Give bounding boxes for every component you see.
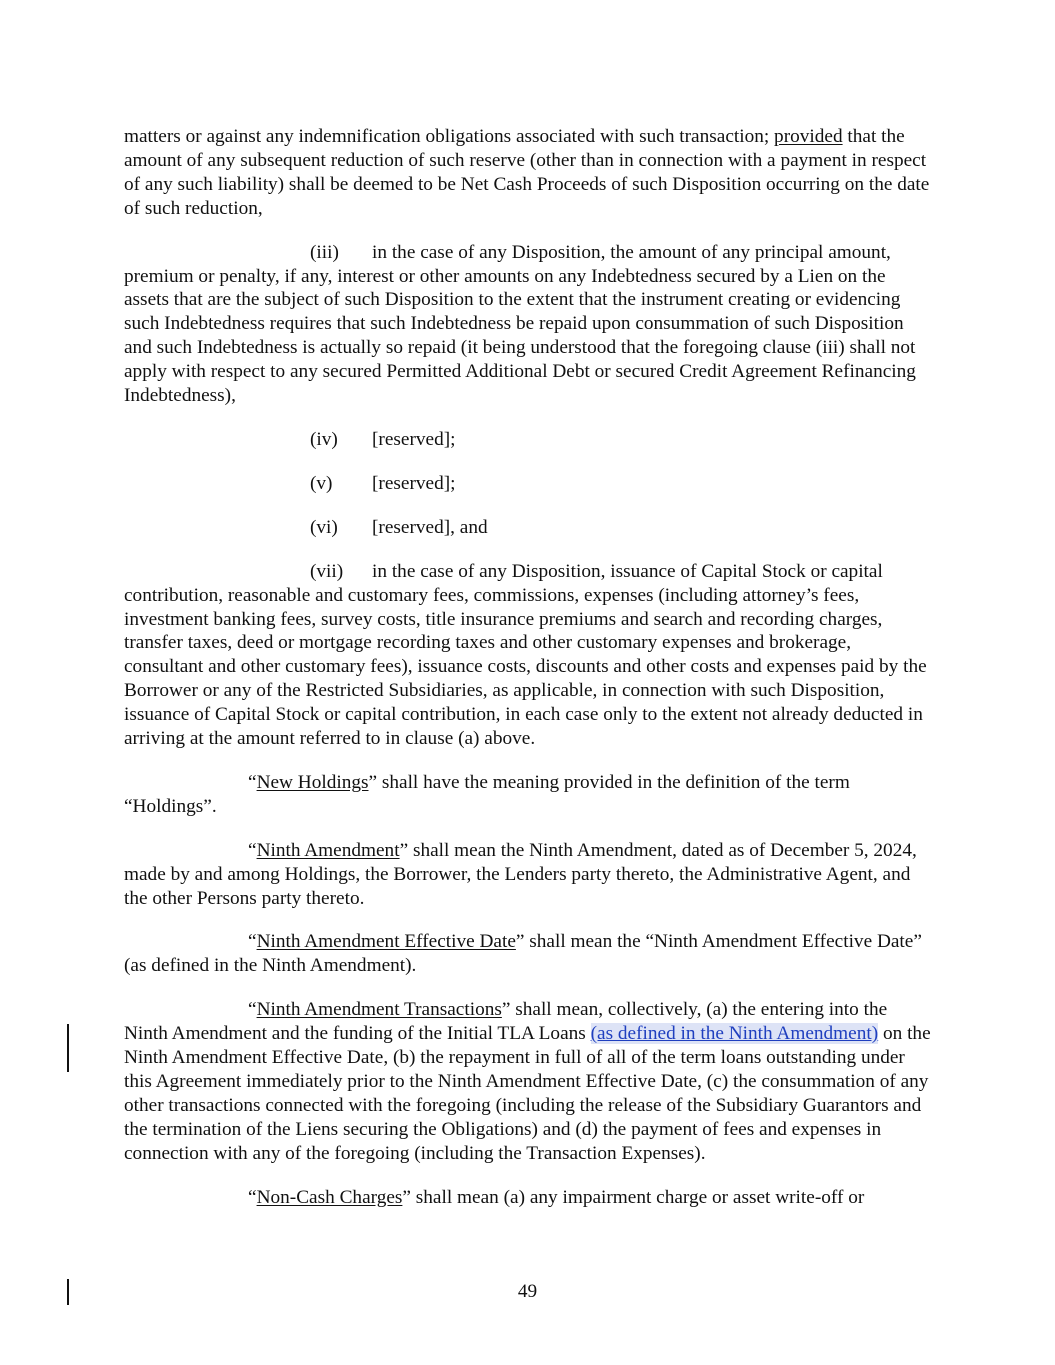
open-quote: “ [248, 931, 257, 953]
definition-non-cash-charges [124, 1186, 932, 1210]
clause-iii [124, 241, 932, 408]
definition-text: ” shall mean the “Ninth Amendment Effective Date” (as defined in the Ninth Amendment). [124, 931, 922, 977]
open-quote: “ [248, 999, 257, 1021]
clause-vi-number: (vi) [310, 516, 338, 538]
definition-ninth-amendment-effective-date [124, 930, 932, 978]
defined-term: New Holdings [256, 771, 369, 793]
defined-term: Non-Cash Charges [256, 1186, 403, 1208]
clause-v-number: (v) [310, 472, 333, 494]
intro-text-pre: matters or against any indemnification obligations associated with such transaction; [124, 126, 775, 147]
inserted-text-link[interactable]: (as defined in the Ninth Amendment) [590, 1023, 879, 1045]
provided-term: provided [774, 126, 843, 147]
open-quote: “ [248, 839, 257, 861]
open-quote: “ [248, 1186, 257, 1208]
clause-vi-text: [reserved], and [372, 516, 488, 538]
definition-text-post: on the Ninth Amendment Effective Date, (b) the repayment in full of all of the term loans outstanding under this Agreement immediately prior to the Ninth Amendment Effective Date, (c) the consummation of any other transactions connected with the foregoing (including the release of the Subsidiary Guarantors and the termination of the Liens securing the Obligations) and (d) the payment of fees and expenses in connection with any of the foregoing (including the Transaction Expenses). [124, 1023, 931, 1164]
open-quote: “ [248, 771, 257, 793]
defined-term: Ninth Amendment [256, 839, 400, 861]
page-number: 49 [517, 1281, 538, 1302]
clause-iv-number: (iv) [310, 428, 338, 450]
definition-new-holdings [124, 771, 932, 819]
intro-paragraph [124, 125, 932, 221]
intro-text-post: that the amount of any subsequent reduction of such reserve (other than in connection with a payment in respect of any such liability) shall be deemed to be Net Cash Proceeds of such Disposition occurring on the date of such reduction, [124, 126, 930, 219]
defined-term: Ninth Amendment Effective Date [256, 931, 516, 953]
clause-iii-number: (iii) [310, 241, 339, 263]
clause-vii-text: in the case of any Disposition, issuance of Capital Stock or capital contribution, reasonable and customary fees, commissions, expenses (including attorney’s fees, investment banking fees, survey costs, title insurance premiums and search and recording charges, transfer taxes, deed or mortgage recording taxes and other customary expenses and brokerage, consultant and other customary fees), issuance costs, discounts and other costs and expenses paid by the Borrower or any of the Restricted Subsidiaries, as applicable, in connection with such Disposition, issuance of Capital Stock or capital contribution, in each case only to the extent not already deducted in arriving at the amount referred to in clause (a) above. [124, 560, 927, 750]
definition-ninth-amendment-transactions [124, 998, 932, 1165]
clause-v [124, 472, 932, 496]
clause-iii-text: in the case of any Disposition, the amount of any principal amount, premium or penalty, if any, interest or other amounts on any Indebtedness secured by a Lien on the assets that are the subject of such Disposition to the extent that the instrument creating or evidencing such Indebtedness requires that such Indebtedness be repaid upon consummation of such Disposition and such Indebtedness is actually so repaid (it being understood that the foregoing clause (iii) shall not apply with respect to any secured Permitted Additional Debt or secured Credit Agreement Refinancing Indebtedness), [124, 241, 916, 407]
defined-term: Ninth Amendment Transactions [256, 999, 502, 1021]
clause-iv-text: [reserved]; [372, 428, 456, 450]
definition-text-pre: ” shall mean, collectively, (a) the entering into the Ninth Amendment and the funding of the Initial TLA Loans [124, 999, 888, 1045]
definition-ninth-amendment [124, 839, 932, 911]
document-page [124, 125, 932, 1230]
definition-text: ” shall mean (a) any impairment charge or asset write-off or [402, 1186, 865, 1208]
revision-change-bar [67, 1024, 69, 1072]
definition-text: ” shall have the meaning provided in the definition of the term “Holdings”. [124, 771, 850, 817]
clause-vii [124, 560, 932, 751]
clause-vii-number: (vii) [310, 560, 344, 582]
clause-vi [124, 516, 932, 540]
clause-v-text: [reserved]; [372, 472, 456, 494]
definition-text: ” shall mean the Ninth Amendment, dated as of December 5, 2024, made by and among Holdings, the Borrower, the Lenders party thereto, the Administrative Agent, and the other Persons party thereto. [124, 839, 917, 909]
clause-iv [124, 428, 932, 452]
